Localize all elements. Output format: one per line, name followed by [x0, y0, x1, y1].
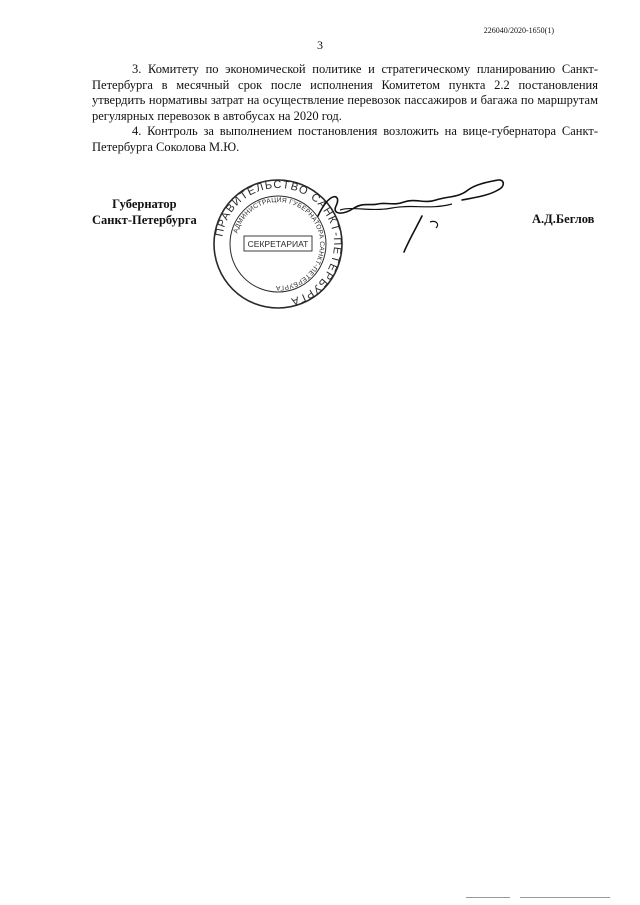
position-title: Губернатор: [112, 197, 177, 211]
document-number: 226040/2020-1650(1): [483, 26, 554, 35]
seal-center-text: СЕКРЕТАРИАТ: [247, 239, 309, 249]
document-body: [92, 62, 598, 155]
seal-inner-text: АДМИНИСТРАЦИЯ ГУБЕРНАТОРА САНКТ-ПЕТЕРБУРГА: [232, 196, 326, 292]
handwritten-signature: [312, 176, 508, 254]
seal-outer-text: ПРАВИТЕЛЬСТВО САНКТ-ПЕТЕРБУРГА: [213, 178, 344, 308]
page-number: 3: [317, 38, 323, 52]
footer-divider: [466, 897, 510, 898]
signatory-name: А.Д.Беглов: [532, 212, 595, 226]
signatory-position: [92, 196, 197, 228]
paragraph-4: 4. Контроль за выполнением постановления возложить на вице-губернатора Санкт-Петербурга Соколова М.Ю.: [92, 124, 598, 154]
position-city: Санкт-Петербурга: [92, 213, 197, 227]
footer-divider: [520, 897, 610, 898]
paragraph-3: 3. Комитету по экономической политике и стратегическому планированию Санкт-Петербурга в месячный срок после исполнения Комитетом пункта 2.2 постановления утвердить нормативы затрат на осуществление перевозок пассажиров и багажа по маршрутам регулярных перевозок в автобусах на 2020 год.: [92, 62, 598, 123]
